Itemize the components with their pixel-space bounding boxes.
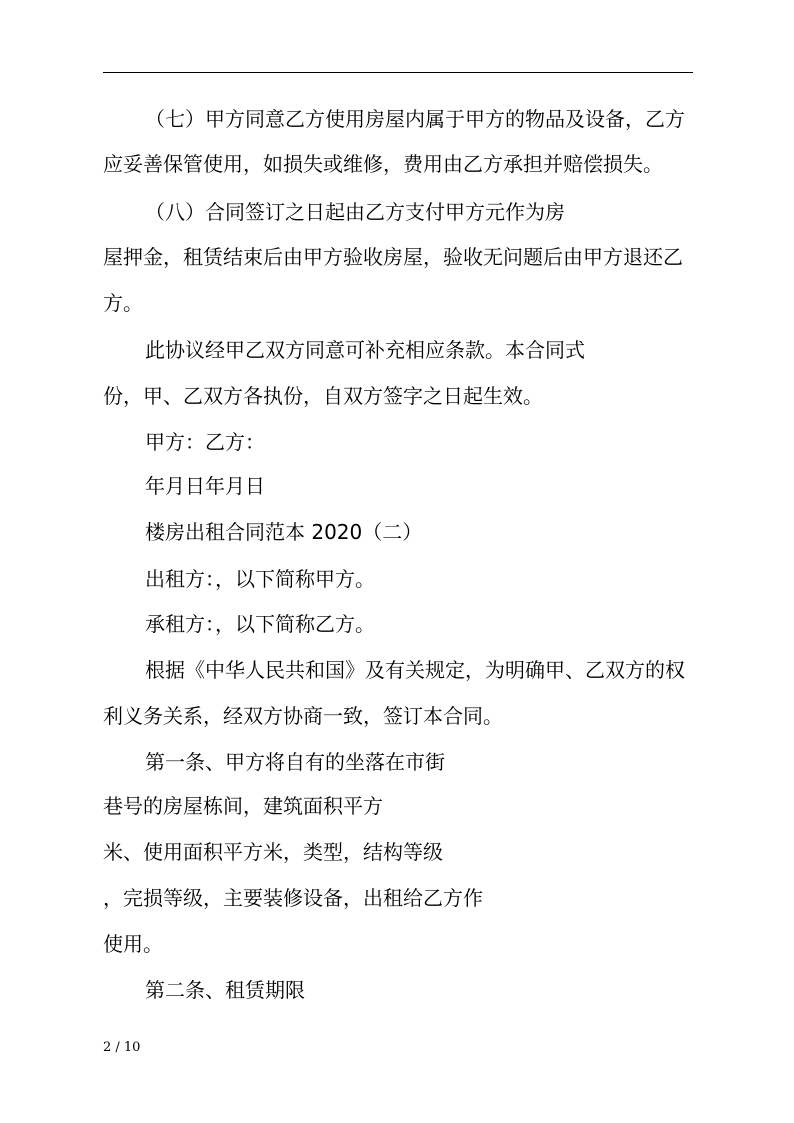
line-text: 年 — [205, 474, 225, 498]
text-line — [103, 242, 703, 272]
page-number: 2 / 10 — [103, 1040, 141, 1055]
text-line — [103, 381, 703, 411]
line-text: 号的房屋 — [123, 794, 203, 818]
text-line — [103, 197, 745, 227]
line-text: ，完损等级 — [103, 886, 203, 910]
line-text: 份，自双方签字之日起生效。 — [283, 384, 543, 408]
line-text: 第一条、甲方将自有的坐落在 — [145, 750, 405, 774]
line-text: 甲方： — [145, 430, 205, 454]
text-line — [103, 471, 745, 501]
text-line — [103, 564, 745, 594]
line-text: 市 — [405, 750, 425, 774]
line-text: 日 — [245, 474, 265, 498]
line-text: 平方 — [343, 794, 383, 818]
line-text: 年 — [145, 474, 165, 498]
text-line — [103, 104, 745, 134]
line-text: 根据《中华人民共和国》及有关规定，为明确甲、乙双方的权 — [145, 658, 685, 682]
text-line — [103, 288, 703, 318]
line-text: 份，甲、乙双方各执 — [103, 384, 283, 408]
text-line — [103, 609, 745, 639]
header-rule — [103, 72, 693, 73]
text-line — [103, 427, 745, 457]
text-line — [103, 883, 703, 913]
line-text: （七）甲方同意乙方使用房屋内属于甲方的物品及设备，乙方 — [145, 107, 685, 131]
text-line — [103, 791, 703, 821]
line-text: 楼房出租合同范本 2020（二） — [145, 520, 423, 544]
line-text: 元作为房 — [485, 200, 565, 224]
text-line — [103, 747, 745, 777]
line-text: ，主要装修设备 — [203, 886, 343, 910]
line-text: 日 — [185, 474, 205, 498]
text-line — [103, 335, 745, 365]
line-text: 出租方： — [145, 567, 215, 591]
line-text: 承租方： — [145, 612, 215, 636]
line-text: ，以下简称甲方。 — [215, 567, 375, 591]
line-text: 街 — [425, 750, 445, 774]
line-text: 屋押金，租赁结束后由甲方验收房屋，验收无问题后由甲方退还乙 — [103, 245, 683, 269]
line-text: 巷 — [103, 794, 123, 818]
line-text: 利义务关系，经双方协商一致，签订本合同。 — [103, 704, 503, 728]
text-line — [103, 517, 745, 547]
text-line — [103, 701, 703, 731]
line-text: 月 — [225, 474, 245, 498]
line-text: ，结构等级 — [343, 840, 443, 864]
line-text: 式 — [565, 338, 585, 362]
text-line — [103, 149, 703, 179]
line-text: 间，建筑面积 — [223, 794, 343, 818]
text-line — [103, 929, 703, 959]
line-text: 栋 — [203, 794, 223, 818]
line-text: ，出租给乙方作 — [343, 886, 483, 910]
line-text: 月 — [165, 474, 185, 498]
line-text: 此协议经甲乙双方同意可补充相应条款。本合同 — [145, 338, 565, 362]
text-line — [103, 655, 745, 685]
line-text: ，以下简称乙方。 — [215, 612, 375, 636]
line-text: 乙方： — [205, 430, 265, 454]
line-text: 使用。 — [103, 932, 163, 956]
text-line — [103, 975, 745, 1005]
line-text: 米、使用面积 — [103, 840, 223, 864]
text-line — [103, 837, 703, 867]
line-text: 应妥善保管使用，如损失或维修，费用由乙方承担并赔偿损失。 — [103, 152, 663, 176]
line-text: 方。 — [103, 291, 143, 315]
line-text: 平方米，类型 — [223, 840, 343, 864]
line-text: 第二条、租赁期限 — [145, 978, 305, 1002]
line-text: （八）合同签订之日起由乙方支付甲方 — [145, 200, 485, 224]
